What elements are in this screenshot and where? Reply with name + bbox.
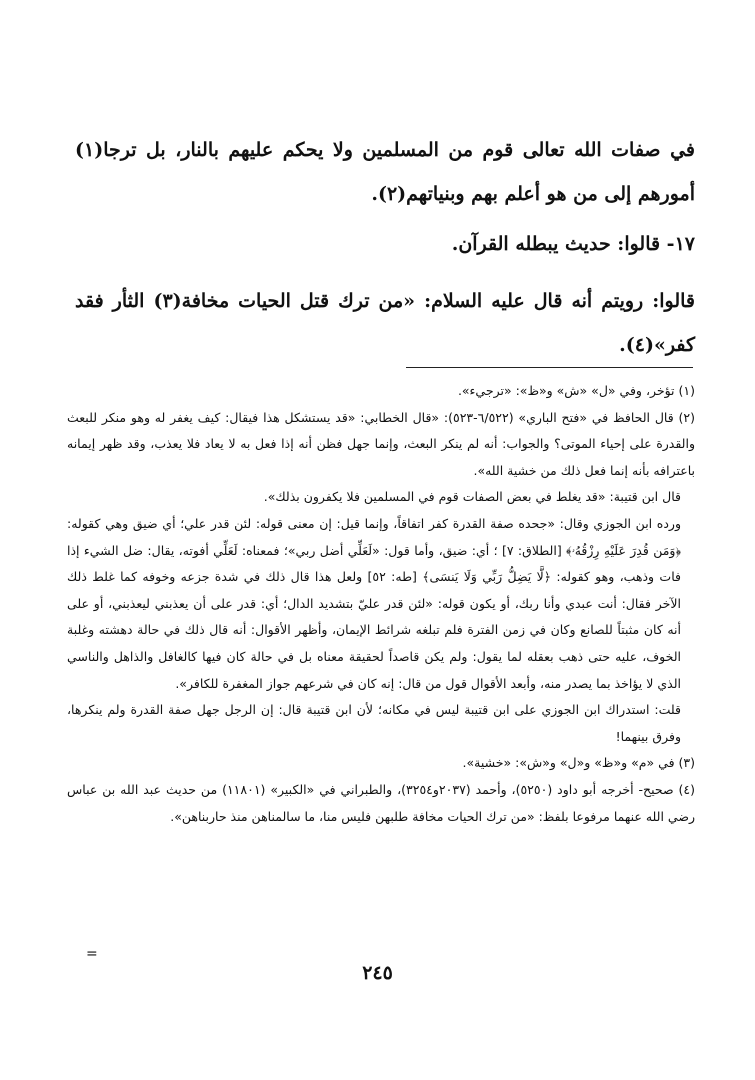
- footnote-2: (٢) قال الحافظ في «فتح الباري» (٦/٥٢٢-٥٢٣): «قال الخطابي: «قد يستشكل هذا فيقال: كيف يغفر له وهو منكر للبعث والقدرة على إحياء الموتى؟ والجواب: أنه لم ينكر البعث، وإنما جهل فظن أنه إذا فعل به لا يعاد فلا يعذب، وقد ظهر إيمانه باعترافه بأنه إنما فعل ذلك من خشية الله».: [67, 409, 695, 478]
- section-heading: ١٧- قالوا: حديث يبطله القرآن.: [451, 233, 695, 255]
- footnote-1: (١) تؤخر، وفي «ل» «ش» و«ظ»: «ترجيء».: [457, 383, 695, 398]
- body-paragraph-2: قالوا: رويتم أنه قال عليه السلام: «من ترك قتل الحيات مخافة(٣) الثأر فقد كفر»(٤).: [75, 290, 695, 356]
- footnotes: [67, 378, 695, 830]
- footnote-2-comment: قلت: استدراك ابن الجوزي على ابن قتيبة ليس في مكانه؛ لأن ابن قتيبة قال: إن الرجل جهل صفة القدرة ولم ينكرها، وفرق بينهما!: [67, 702, 681, 744]
- footnote-3: (٣) في «م» و«ظ» و«ل» و«ش»: «خشية».: [462, 755, 695, 771]
- footnote-2-ibn-qutaiba: قال ابن قتيبة: «قد يغلط في بعض الصفات قوم في المسلمين فلا يكفرون بذلك».: [263, 489, 681, 505]
- continuation-mark: =: [86, 946, 98, 962]
- footnote-2-ibn-al-jawzi: ورده ابن الجوزي وقال: «جحده صفة القدرة كفر اتفاقاً، وإنما قيل: إن معنى قوله: لئن قدر علي؛ أي ضيق وهي كقوله: ﴿وَمَن قُدِرَ عَلَيْهِ رِزْقُهُۥ﴾ [الطلاق: ٧] ؛ أي: ضيق، وأما قول: «لَعَلِّي أضل ربي»؛ فمعناه: لَعَلِّي أفوته، يقال: ضل الشيء إذا فات وذهب، وهو كقوله: ﴿لَّا يَضِلُّ رَبِّي وَلَا يَنسَى﴾ [طه: ٥٢] ولعل هذا قال ذلك في شدة جزعه وخوفه كما غلط ذلك الآخر فقال: أنت عبدي وأنا ربك، أو يكون قوله: «لئن قدر عليّ بتشديد الدال؛ أي: قدر على أن يعذبني ليعذبني، أو على أنه كان مثبتاً للصانع وكان في زمن الفترة فلم تبلغه شرائط الإيمان، وأظهر الأقوال: أنه قال ذلك في حالة دهشته وغلبة الخوف، عليه حتى ذهب بعقله لما يقول: ولم يكن قاصداً لحقيقة معناه بل في حالة كان فيها كالغافل والذاهل والناسي الذي لا يؤاخذ بما يصدر منه، وأبعد الأقوال قول من قال: إنه كان في شرعهم جواز المغفرة للكافر».: [67, 515, 681, 691]
- footnote-divider: [406, 367, 693, 368]
- page-number: ٢٤٥: [362, 962, 393, 984]
- body-paragraph-1: في صفات الله تعالى قوم من المسلمين ولا يحكم عليهم بالنار، بل ترجا(١) أمورهم إلى من هو أعلم بهم وبنياتهم(٢).: [75, 139, 695, 205]
- footnote-4: (٤) صحيح- أخرجه أبو داود (٥٢٥٠)، وأحمد (٢٠٣٧و٣٢٥٤)، والطبراني في «الكبير» (١١٨٠١) من حديث عبد الله بن عباس رضي الله عنهما مرفوعا بلفظ: «من ترك الحيات مخافة طلبهن فليس منا، ما سالمناهن منذ حاربناهن».: [67, 781, 695, 824]
